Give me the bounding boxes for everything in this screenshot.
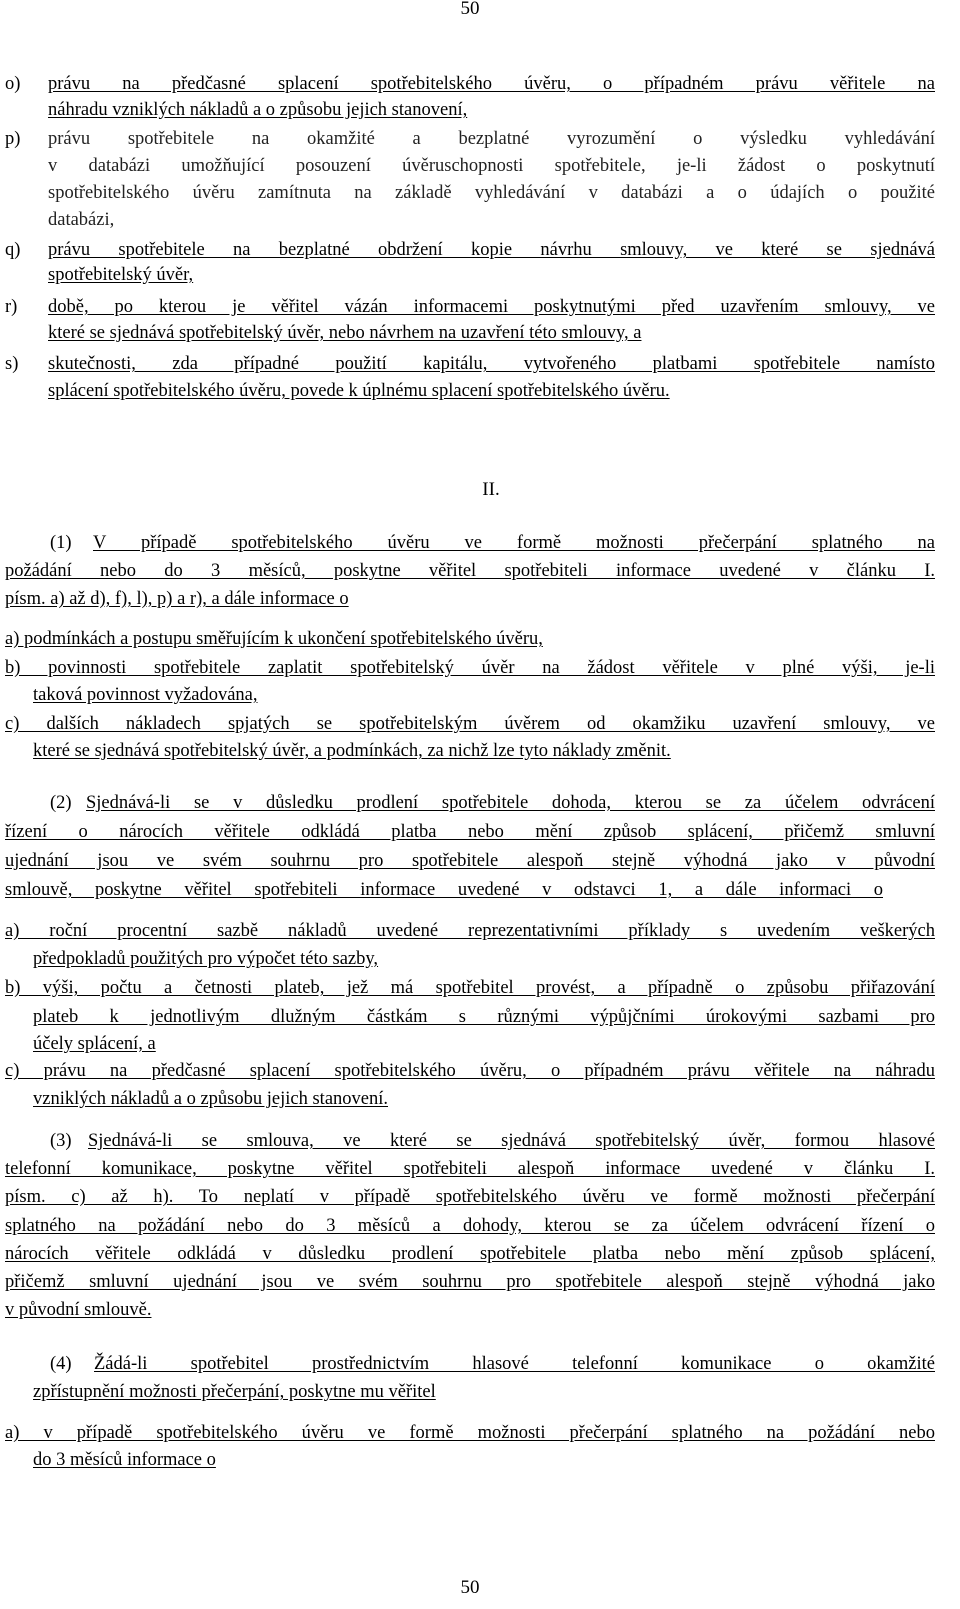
list-item-p-line-4: databázi, <box>48 210 115 230</box>
paragraph-4-line-1: Žádá-li spotřebitel prostřednictvím hlasové telefonní komunikace o okamžité <box>94 1354 935 1374</box>
paragraph-1-item-b-line-2: taková povinnost vyžadována, <box>33 685 258 705</box>
list-item-s-line-2: splácení spotřebitelského úvěru, povede k úplnému splacení spotřebitelského úvěru. <box>48 381 670 401</box>
list-item-q-line-1: právu spotřebitele na bezplatné obdržení kopie návrhu smlouvy, ve které se sjednává <box>48 240 935 260</box>
list-item-o-line-2: náhradu vzniklých nákladů a o způsobu jejich stanovení, <box>48 100 468 120</box>
list-item-r-line-2: které se sjednává spotřebitelský úvěr, nebo návrhem na uzavření této smlouvy, a <box>48 323 642 343</box>
paragraph-1-item-c-line-1: c) dalších nákladech spjatých se spotřebitelským úvěrem od okamžiku uzavření smlouvy, ve <box>5 714 935 734</box>
list-item-p-line-3: spotřebitelského úvěru zamítnuta na základě vyhledávání v databázi a o údajích o použité <box>48 183 935 203</box>
list-item-q-line-2: spotřebitelský úvěr, <box>48 265 194 285</box>
list-item-o-line-1: právu na předčasné splacení spotřebitelského úvěru, o případném právu věřitele na <box>48 74 935 94</box>
section-heading: II. <box>482 479 500 500</box>
paragraph-2-line-1: Sjednává-li se v důsledku prodlení spotřebitele dohoda, kterou se za účelem odvrácení <box>86 793 935 813</box>
paragraph-3-line-4: splatného na požádání nebo do 3 měsíců a dohody, kterou se za účelem odvrácení řízení o <box>5 1216 935 1236</box>
paragraph-2-item-b-line-3: účely splácení, a <box>33 1034 156 1054</box>
paragraph-4-number: (4) <box>50 1354 72 1374</box>
paragraph-2-item-a-line-2: předpokladů použitých pro výpočet této sazby, <box>33 949 379 969</box>
list-item-r-line-1: době, po kterou je věřitel vázán informacemi poskytnutými před uzavřením smlouvy, ve <box>48 297 935 317</box>
page-number-bottom: 50 <box>460 1577 480 1598</box>
paragraph-1-line-1: V případě spotřebitelského úvěru ve formě možnosti přečerpání splatného na <box>93 533 935 553</box>
list-item-label-s: s) <box>5 354 19 374</box>
paragraph-1-number: (1) <box>50 533 72 553</box>
paragraph-2-line-2: řízení o nárocích věřitele odkládá platba nebo mění způsob splácení, přičemž smluvní <box>5 822 935 842</box>
paragraph-2-item-a-line-1: a) roční procentní sazbě nákladů uvedené reprezentativními příklady s uvedením veškerých <box>5 921 935 941</box>
paragraph-2-line-4: smlouvě, poskytne věřitel spotřebiteli informace uvedené v odstavci 1, a dále informaci o <box>5 880 883 900</box>
paragraph-4-item-a-line-1: a) v případě spotřebitelského úvěru ve formě možnosti přečerpání splatného na požádání nebo <box>5 1423 935 1443</box>
page-number-top: 50 <box>460 0 480 19</box>
paragraph-1-item-a-line-1: a) podmínkách a postupu směřujícím k ukončení spotřebitelského úvěru, <box>5 629 543 649</box>
paragraph-2-item-c-line-1: c) právu na předčasné splacení spotřebitelského úvěru, o případném právu věřitele na náhradu <box>5 1061 935 1081</box>
paragraph-3-line-3: písm. c) až h). To neplatí v případě spotřebitelského úvěru ve formě možnosti přečerpání <box>5 1187 935 1207</box>
list-item-s-line-1: skutečnosti, zda případné použití kapitálu, vytvořeného platbami spotřebitele namísto <box>48 354 935 374</box>
paragraph-1-line-2: požádání nebo do 3 měsíců, poskytne věřitel spotřebiteli informace uvedené v článku I. <box>5 561 935 581</box>
paragraph-3-line-5: nárocích věřitele odkládá v důsledku prodlení spotřebitele platba nebo mění způsob splácení, <box>5 1244 935 1264</box>
paragraph-3-line-7: v původní smlouvě. <box>5 1300 152 1320</box>
list-item-label-o: o) <box>5 74 21 94</box>
paragraph-1-item-b-line-1: b) povinnosti spotřebitele zaplatit spotřebitelský úvěr na žádost věřitele v plné výši, je-li <box>5 658 935 678</box>
paragraph-2-line-3: ujednání jsou ve svém souhrnu pro spotřebitele alespoň stejně výhodná jako v původní <box>5 851 935 871</box>
paragraph-2-item-c-line-2: vzniklých nákladů a o způsobu jejich stanovení. <box>33 1089 389 1109</box>
paragraph-4-line-2: zpřístupnění možnosti přečerpání, poskytne mu věřitel <box>33 1382 436 1402</box>
paragraph-3-number: (3) <box>50 1131 72 1151</box>
list-item-label-p: p) <box>5 129 21 149</box>
paragraph-2-item-b-line-2: plateb k jednotlivým dlužným částkám s různými výpůjčními úrokovými sazbami pro <box>33 1007 935 1027</box>
paragraph-1-line-3: písm. a) až d), f), l), p) a r), a dále informace o <box>5 589 349 609</box>
paragraph-3-line-1: Sjednává-li se smlouva, ve které se sjednává spotřebitelský úvěr, formou hlasové <box>88 1131 935 1151</box>
list-item-label-r: r) <box>5 297 18 317</box>
paragraph-2-number: (2) <box>50 793 72 813</box>
paragraph-3-line-6: přičemž smluvní ujednání jsou ve svém souhrnu pro spotřebitele alespoň stejně výhodná jako <box>5 1272 935 1292</box>
paragraph-1-item-c-line-2: které se sjednává spotřebitelský úvěr, a podmínkách, za nichž lze tyto náklady změnit. <box>33 741 671 761</box>
paragraph-3-line-2: telefonní komunikace, poskytne věřitel spotřebiteli alespoň informace uvedené v článku I. <box>5 1159 935 1179</box>
list-item-p-line-1: právu spotřebitele na okamžité a bezplatné vyrozumění o výsledku vyhledávání <box>48 129 935 149</box>
list-item-p-line-2: v databázi umožňující posouzení úvěruschopnosti spotřebitele, je-li žádost o poskytnutí <box>48 156 935 176</box>
paragraph-2-item-b-line-1: b) výši, počtu a četnosti plateb, jež má spotřebitel provést, a případně o způsobu přiřazování <box>5 978 935 998</box>
list-item-label-q: q) <box>5 240 21 260</box>
paragraph-4-item-a-line-2: do 3 měsíců informace o <box>33 1450 216 1470</box>
